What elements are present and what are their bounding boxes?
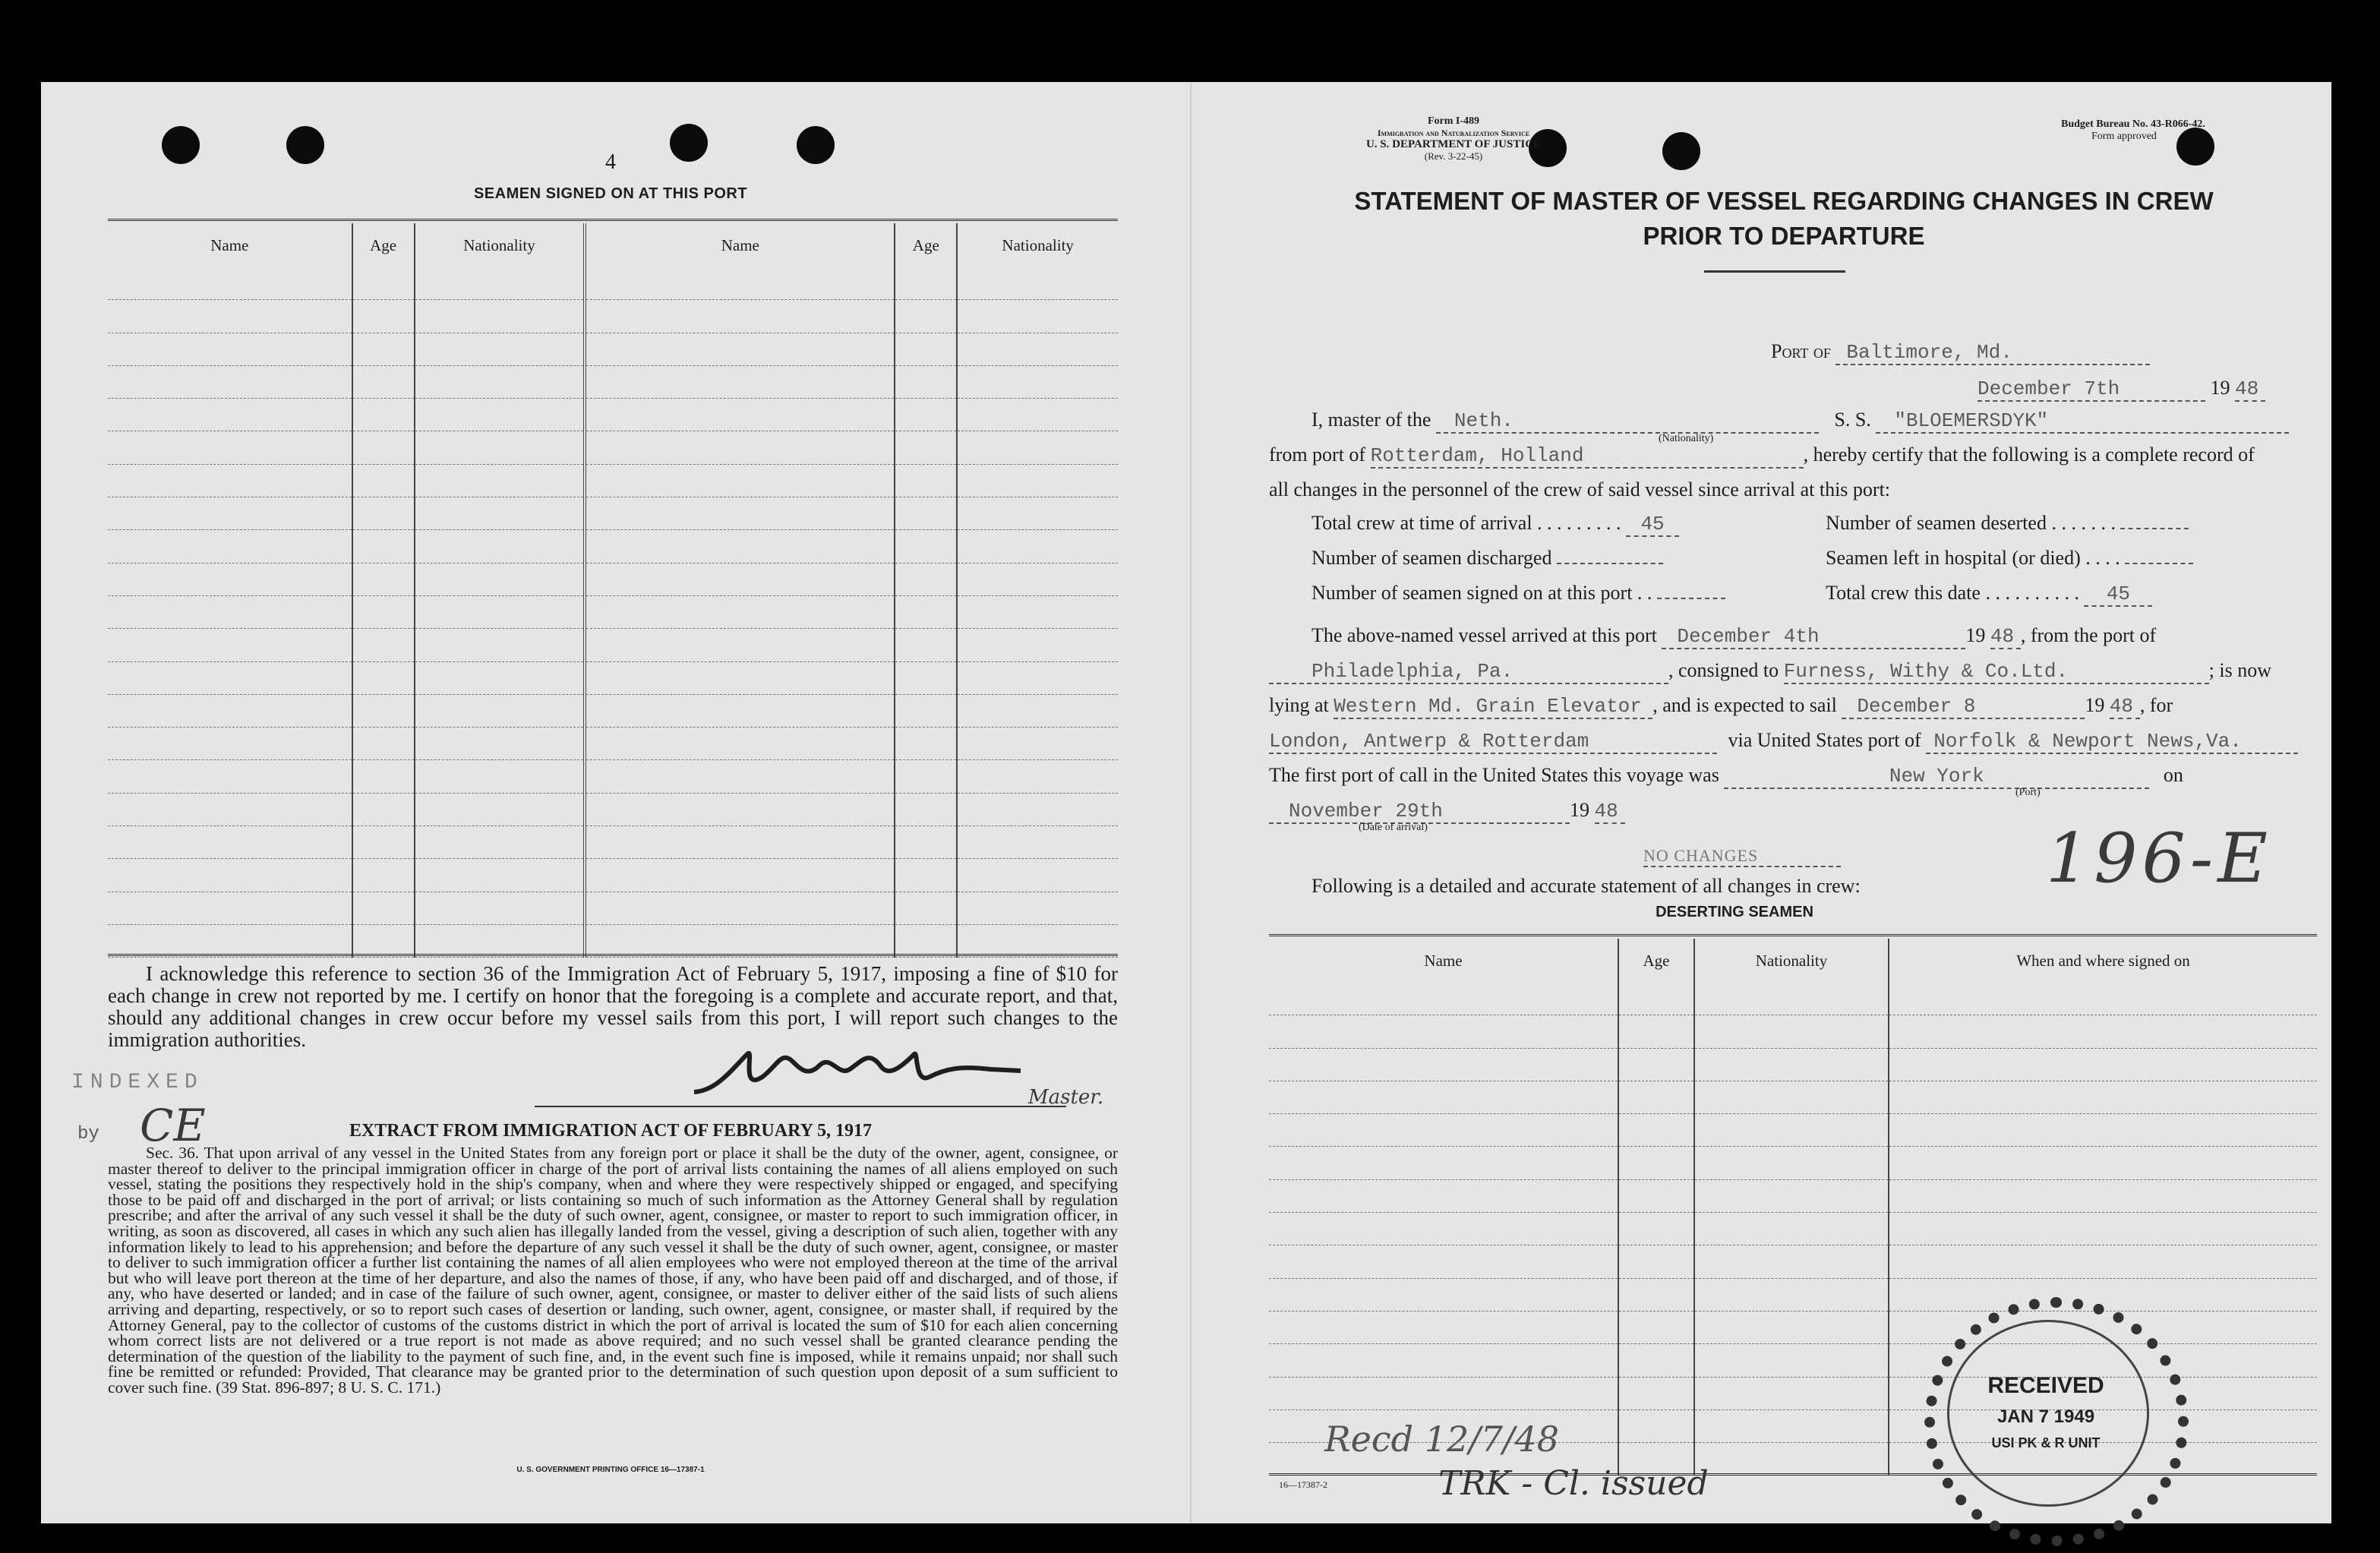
form-title-line2: PRIOR TO DEPARTURE: [1643, 222, 1925, 250]
signed-on-table: [108, 223, 1118, 958]
year-prefix: 19: [1965, 624, 1986, 646]
sail-date-field: December 8: [1842, 695, 2085, 719]
consignee-field: Furness, Withy & Co.Ltd.: [1784, 660, 2209, 684]
blank-row: [1269, 1311, 2317, 1343]
nationality-field: Neth.: [1436, 409, 1819, 434]
total-crew-arrival-label: Total crew at time of arrival . . . . . . . . .: [1312, 512, 1621, 534]
lying-at-field: Western Md. Grain Elevator: [1334, 695, 1652, 719]
blank-row: [1269, 1179, 2317, 1212]
blank-row: [108, 728, 1118, 760]
page-number: 4: [605, 150, 616, 174]
year-prefix: 19: [2085, 694, 2105, 716]
blank-row: [1269, 1081, 2317, 1113]
blank-row: [108, 431, 1118, 464]
blank-row: [108, 629, 1118, 661]
blank-row: [108, 267, 1118, 300]
revision: (Rev. 3-22-45): [1424, 150, 1483, 162]
col-header: Name: [108, 223, 352, 267]
total-crew-date-field: 45: [2084, 582, 2152, 607]
date-field: December 7th: [1978, 377, 2205, 402]
from-port-label: from port of: [1269, 443, 1366, 466]
blank-row: [108, 859, 1118, 892]
port-label: Port of: [1771, 340, 1831, 362]
form-title-line1: STATEMENT OF MASTER OF VESSEL REGARDING CHANGES IN CREW: [1354, 187, 2214, 215]
signed-on-field: [1657, 598, 1725, 599]
blank-row: [108, 300, 1118, 333]
col-header: Nationality: [957, 223, 1118, 267]
destinations-field: London, Antwerp & Rotterdam: [1269, 730, 1717, 754]
blank-row: [1269, 1114, 2317, 1147]
blank-row: [1269, 1147, 2317, 1179]
seamen-deserted-label: Number of seamen deserted . . . . . . .: [1826, 512, 2116, 534]
is-now-label: ; is now: [2208, 659, 2271, 681]
blank-row: [108, 892, 1118, 924]
col-header: Nationality: [415, 223, 586, 267]
via-label: via United States port of: [1728, 729, 1921, 751]
certify-text-2: all changes in the personnel of the crew of said vessel since arrival at this port:: [1269, 478, 1891, 500]
col-header: Name: [585, 223, 895, 267]
total-crew-arrival-field: 45: [1626, 513, 1679, 537]
budget-line: Budget Bureau No. 43-R066-42.: [2061, 118, 2205, 130]
total-crew-date-label: Total crew this date . . . . . . . . . .: [1826, 582, 2079, 604]
blank-row: [108, 694, 1118, 727]
master-signature: [687, 1024, 1028, 1107]
via-field: Norfolk & Newport News,Va.: [1926, 730, 2298, 754]
master-of-label: I, master of the: [1312, 409, 1431, 431]
blank-row: [108, 924, 1118, 957]
for-label: , for: [2139, 694, 2173, 716]
blank-row: [1269, 1015, 2317, 1048]
punch-hole: [1662, 132, 1700, 170]
hospital-field: [2125, 563, 2193, 564]
signed-on-label: Number of seamen signed on at this port . .: [1312, 582, 1652, 604]
printer-line-left: U. S. GOVERNMENT PRINTING OFFICE 16—17387-1: [516, 1466, 705, 1474]
form-number: Form I-489: [1427, 115, 1480, 127]
received-note: Recd 12/7/48: [1324, 1419, 1560, 1460]
port-caption: (Port): [2015, 787, 2041, 798]
arrived-date-field: December 4th: [1662, 625, 1965, 649]
punch-hole: [286, 126, 324, 164]
acknowledgement-text: I acknowledge this reference to section 36 of the Immigration Act of February 5, 1917, imposing a fine of $10 for each change in crew not reported by me. I certify on honor that the foregoing is a complete and accurate report, and that, should any additional changes in crew occur before my vessel sails from this port, I will report such changes to the immigration authorities.: [108, 962, 1118, 1051]
no-changes-note: NO CHANGES: [1643, 846, 1841, 867]
col-header: Age: [895, 223, 957, 267]
lying-at-label: lying at: [1269, 694, 1329, 716]
blank-row: [108, 826, 1118, 859]
col-header: Age: [1618, 939, 1694, 983]
certify-text: , hereby certify that the following is a complete record of: [1803, 443, 2255, 466]
punch-hole: [797, 126, 835, 164]
blank-row: [108, 399, 1118, 431]
blank-row: [108, 595, 1118, 628]
blank-row: [108, 530, 1118, 563]
blank-row: [1269, 1213, 2317, 1245]
nationality-caption: (Nationality): [1659, 433, 1714, 444]
blank-row: [108, 333, 1118, 365]
col-header: Name: [1269, 939, 1618, 983]
punch-hole: [162, 126, 200, 164]
on-label: on: [2163, 764, 2183, 786]
master-label: Master.: [1028, 1086, 1104, 1109]
first-port-field: New York: [1724, 765, 2149, 789]
page-fold: [1190, 82, 1192, 1523]
year-prefix: 19: [1570, 799, 1589, 821]
indexed-initials: CE: [140, 1100, 206, 1151]
blank-row: [108, 563, 1118, 595]
date-caption: (Date of arrival): [1359, 822, 1428, 833]
by-label: by: [77, 1124, 99, 1144]
from-port-field: Rotterdam, Holland: [1371, 444, 1804, 469]
seamen-discharged-field: [1557, 563, 1663, 564]
previous-port-field: Philadelphia, Pa.: [1269, 660, 1668, 684]
blank-row: [108, 464, 1118, 497]
extract-text: Sec. 36. That upon arrival of any vessel in the United States from any foreign port or place it shall be the duty of the owner, agent, consignee, or master thereof to deliver to the principal immigration officer in charge of the port of arrival lists containing the names of all aliens employed on such vessel, stating the positions they respectively hold in the ship's company, when and where they were respectively shipped or engaged, and specifying those to be paid off and discharged in the port of arrival; or lists containing so much of such information as the Attorney General shall by regulation prescribe; and after the arrival of any such vessel it shall be the duty of such owner, agent, consignee, or master to report to such immigration officer, in writing, as soon as discovered, all cases in which any such alien has illegally landed from the vessel, giving a description of such alien, together with any information likely to lead to his apprehension; and before the departure of any such vessel it shall be the duty of such owner, agent, consignee, or master to deliver to such immigration officer a further list containing the names of all alien employees who were not employed thereon at the time of the arrival but who will leave port thereon at the time of her departure, and also the names of those, if any, who have been paid off and discharged, and of those, if any, who have deserted or landed; and in case of the failure of such owner, agent, consignee, or master to deliver either of the said lists of such aliens arriving and departing, respectively, or so to report such cases of desertion or landing, such owner, agent, consignee, or master shall, if required by the Attorney General, pay to the collector of customs of the customs district in which the port of arrival is located the sum of $10 for each alien concerning whom correct lists are not delivered or a true report is not made as above required; and no such vessel shall be granted clearance pending the determination of the question of the liability to the payment of such fine, and, in the event such fine is imposed, while it remains unpaid; nor shall such fine be remitted or refunded: Provided, That clearance may be granted prior to the determination of such question upon deposit of a sum sufficient to cover such fine. (39 Stat. 896-897; 8 U. S. C. 171.): [108, 1144, 1118, 1397]
ship-name-field: "BLOEMERSDYK": [1876, 409, 2289, 434]
ss-label: S. S.: [1834, 409, 1871, 431]
blank-row: [1269, 1245, 2317, 1278]
blank-row: [1269, 983, 2317, 1015]
year-field: 48: [2235, 377, 2265, 402]
blank-row: [108, 760, 1118, 793]
approval-line: Form approved: [2091, 131, 2157, 142]
sail-year-field: 48: [2110, 695, 2140, 719]
clearance-note: TRK - Cl. issued: [1438, 1464, 1709, 1503]
col-header: Age: [352, 223, 415, 267]
seamen-discharged-label: Number of seamen discharged: [1312, 547, 1552, 569]
blank-row: [108, 661, 1118, 694]
expected-label: , and is expected to sail: [1652, 694, 1837, 716]
year-prefix: 19: [2210, 377, 2230, 399]
following-label: Following is a detailed and accurate statement of all changes in crew:: [1312, 875, 1861, 897]
blank-row: [1269, 1278, 2317, 1311]
blank-row: [108, 793, 1118, 825]
printer-code-right: 16—17387-2: [1279, 1479, 1327, 1490]
arrived-label: The above-named vessel arrived at this port: [1312, 624, 1657, 646]
blank-row: [108, 365, 1118, 398]
from-port-of-label: , from the port of: [2020, 624, 2157, 646]
document-paper: [41, 82, 2331, 1523]
blank-row: [108, 497, 1118, 530]
deserting-heading: DESERTING SEAMEN: [1656, 904, 1813, 920]
col-header: When and where signed on: [1889, 939, 2317, 983]
arrived-year-field: 48: [1990, 625, 2021, 649]
agency-line2: U. S. DEPARTMENT OF JUSTICE: [1365, 138, 1542, 150]
stamp-received-text: RECEIVED: [1987, 1373, 2104, 1398]
arrival-date-field: November 29th: [1269, 800, 1570, 824]
punch-hole: [2176, 128, 2214, 166]
col-header: Nationality: [1694, 939, 1889, 983]
extract-heading: EXTRACT FROM IMMIGRATION ACT OF FEBRUARY 5, 1917: [349, 1121, 873, 1141]
stamp-date-text: JAN 7 1949: [1996, 1406, 2095, 1427]
port-field: Baltimore, Md.: [1836, 341, 2150, 365]
punch-hole: [670, 124, 708, 162]
handwritten-code: 196-E: [2046, 819, 2272, 898]
hospital-label: Seamen left in hospital (or died) . . . .: [1826, 547, 2120, 569]
seamen-deserted-field: [2120, 528, 2189, 529]
arrival-year-field: 48: [1595, 800, 1625, 824]
agency-line1: Immigration and Naturalization Service: [1377, 128, 1530, 138]
indexed-stamp: INDEXED: [71, 1071, 204, 1094]
first-port-label: The first port of call in the United States this voyage was: [1269, 764, 1719, 786]
stamp-unit-text: USI PK & R UNIT: [1991, 1435, 2101, 1450]
consigned-label: , consigned to: [1668, 659, 1779, 681]
signed-on-heading: SEAMEN SIGNED ON AT THIS PORT: [473, 185, 748, 202]
blank-row: [1269, 1048, 2317, 1081]
